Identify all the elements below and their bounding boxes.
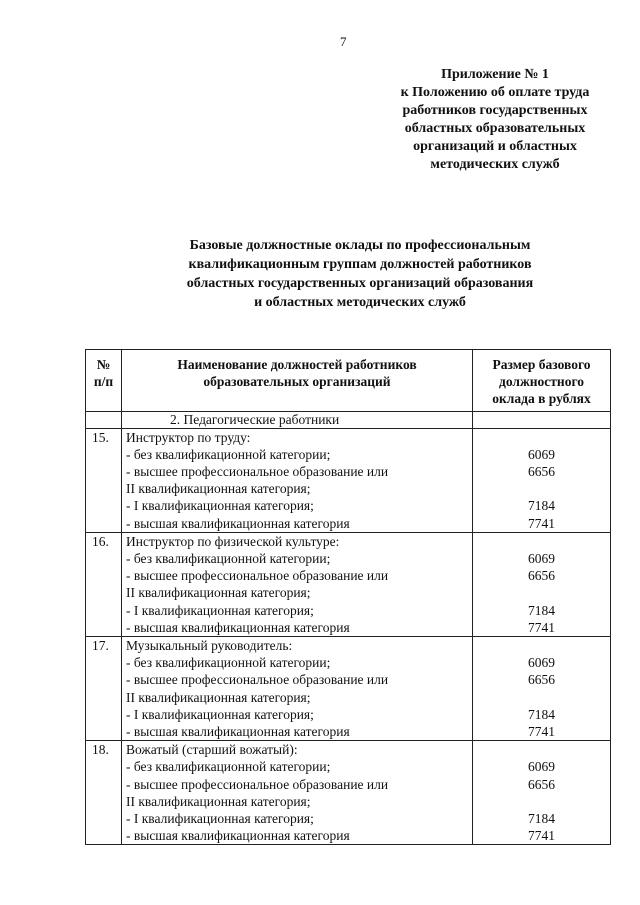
position-title: Инструктор по труду: [126,429,251,445]
appendix-line: работников государственных [402,103,588,118]
table-header-row [86,350,611,412]
section-title: 2. Педагогические работники [122,411,473,428]
salary-value: 6069 [528,759,555,775]
category-line: - I квалификационная категория; [126,811,314,827]
position-title: Вожатый (старший вожатый): [126,742,298,758]
header-position-name [122,350,473,412]
table-row [86,637,611,741]
salary-value: 7741 [528,515,555,531]
appendix-line: организаций и областных [413,139,577,154]
salary-value: 7184 [528,811,555,827]
category-line: - высшее профессиональное образование или [126,776,389,792]
appendix-line: областных образовательных [404,121,586,136]
appendix-line: к Положению об оплате труда [400,85,590,100]
header-line: оклада в рублях [492,391,591,407]
title-line: областных государственных организаций образования [186,276,534,291]
salary-value: 6656 [528,672,555,688]
title-line: Базовые должностные оклады по профессиональным [189,238,531,253]
appendix-line: методических служб [430,157,560,172]
row-number: 17. [86,637,122,741]
row-number: 16. [86,532,122,636]
category-line: - I квалификационная категория; [126,706,314,722]
category-line: - высшее профессиональное образование или [126,464,389,480]
salary-value: 6656 [528,776,555,792]
header-line: Размер базового [492,357,591,372]
header-line: Наименование должностей работников [177,357,417,372]
position-cell [122,428,473,532]
header-line: п/п [93,374,114,390]
salary-table [85,349,611,845]
section-value-cell [473,411,611,428]
position-cell [122,741,473,845]
appendix-block [370,66,620,174]
salary-value: 7184 [528,498,555,514]
category-line: - высшее профессиональное образование или [126,672,389,688]
row-number: 18. [86,741,122,845]
header-line: образовательных организаций [203,374,391,390]
category-line: - высшая квалификационная категория [126,724,350,740]
salary-value: 7741 [528,724,555,740]
page-number: 7 [340,34,347,49]
header-line: должностного [499,374,584,390]
salary-value: 7741 [528,828,555,844]
salary-cell [473,637,611,741]
category-line: - без квалификационной категории; [126,759,331,775]
header-line: № [96,357,111,372]
table-row [86,741,611,845]
category-line: - без квалификационной категории; [126,655,331,671]
salary-cell [473,532,611,636]
salary-cell [473,741,611,845]
category-line: - I квалификационная категория; [126,602,314,618]
salary-value: 6069 [528,655,555,671]
category-line: II квалификационная категория; [126,689,311,705]
position-title: Музыкальный руководитель: [126,638,293,654]
salary-value: 7741 [528,619,555,635]
section-number-cell [86,411,122,428]
category-line: II квалификационная категория; [126,481,311,497]
document-title [150,236,570,312]
position-cell [122,637,473,741]
appendix-line: Приложение № 1 [441,67,549,82]
section-row [86,411,611,428]
table-row [86,532,611,636]
position-cell [122,532,473,636]
row-number: 15. [86,428,122,532]
category-line: II квалификационная категория; [126,585,311,601]
salary-value: 6069 [528,446,555,462]
salary-value: 6656 [528,464,555,479]
table-row [86,428,611,532]
title-line: квалификационным группам должностей работников [188,257,532,272]
title-line: и областных методических служб [254,295,466,310]
salary-value: 7184 [528,706,555,722]
header-salary [473,350,611,412]
category-line: - без квалификационной категории; [126,551,331,567]
salary-value: 6656 [528,568,555,584]
salary-cell [473,428,611,532]
category-line: - высшее профессиональное образование или [126,568,389,584]
category-line: - I квалификационная категория; [126,498,314,514]
salary-value: 6069 [528,551,555,567]
salary-value: 7184 [528,602,555,618]
category-line: - без квалификационной категории; [126,446,331,462]
header-number [86,350,122,412]
category-line: II квалификационная категория; [126,793,311,809]
category-line: - высшая квалификационная категория [126,828,350,844]
position-title: Инструктор по физической культуре: [126,533,340,549]
category-line: - высшая квалификационная категория [126,515,350,531]
category-line: - высшая квалификационная категория [126,619,350,635]
